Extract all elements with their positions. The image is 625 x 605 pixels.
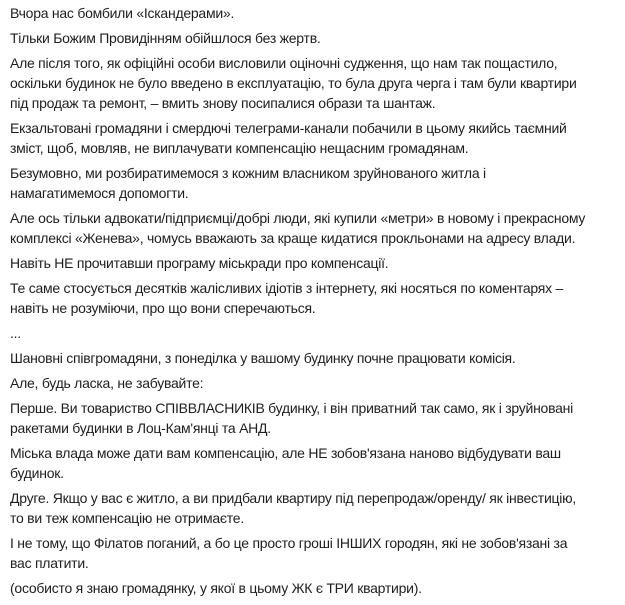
post-paragraph <box>10 278 617 318</box>
post-text-line: вас платити. <box>10 555 89 571</box>
post-text-line: комплексі «Женева», чомусь вважають за краще кидатися прокльонами на адресу влади. <box>10 230 576 246</box>
post-text-line: навіть не розуміючи, про що вони сперечаються. <box>10 300 316 316</box>
post-text-line: ... <box>10 325 21 341</box>
post-paragraph <box>10 118 617 158</box>
post-text-line: Але після того, як офіційні особи висловили оціночні судження, що нам так пощастило, <box>10 55 558 71</box>
post-text-line: Але ось тільки адвокати/підприємці/добрі люди, які купили «метри» в новому і прекрасному <box>10 210 586 226</box>
post-paragraph <box>10 488 617 528</box>
post-paragraph <box>10 578 617 598</box>
post-paragraph <box>10 3 617 23</box>
post-text-line: то ви теж компенсацію не отримаєте. <box>10 510 244 526</box>
post-paragraph <box>10 398 617 438</box>
post-text-line: намагатимемося допомогти. <box>10 185 189 201</box>
post-text-line: під продаж та ремонт, – вмить знову посипалися образи та шантаж. <box>10 95 436 111</box>
post-paragraph <box>10 28 617 48</box>
post-text-line: Вчора нас бомбили «Іскандерами». <box>10 5 235 21</box>
post-text-line: Навіть НЕ прочитавши програму міськради про компенсації. <box>10 255 389 271</box>
post-text-line: Перше. Ви товариство СПІВВЛАСНИКІВ будинку, і він приватний так само, як і зруйновані <box>10 400 574 416</box>
post-paragraph <box>10 163 617 203</box>
post-paragraph <box>10 53 617 113</box>
post-paragraph <box>10 533 617 573</box>
post-paragraph <box>10 208 617 248</box>
post-text-line: Безумовно, ми розбиратимемося з кожним власником зруйнованого житла і <box>10 165 486 181</box>
post-text-line: оскільки будинок не було введено в експлуатацію, то була друга черга і там були квартири <box>10 75 577 91</box>
post-text-line: Екзальтовані громадяни і смердючі телеграми-канали побачили в цьому якийсь таємний <box>10 120 567 136</box>
post-text-line: Те саме стосується десятків жалісливих ідіотів з інтернету, які носяться по коментарях – <box>10 280 564 296</box>
post-text-line: Але, будь ласка, не забувайте: <box>10 375 204 391</box>
post-text-line: Шановні співгромадяни, з понеділка у вашому будинку почне працювати комісія. <box>10 350 516 366</box>
post-text-line: ракетами будинки в Лоц-Кам'янці та АНД. <box>10 420 271 436</box>
post-text-line: Друге. Якщо у вас є житло, а ви придбали квартиру під перепродаж/оренду/ як інвестицію, <box>10 490 577 506</box>
post-paragraph <box>10 253 617 273</box>
post-text-line: будинок. <box>10 465 64 481</box>
post-text-line: зміст, щоб, мовляв, не виплачувати компенсацію нещасним громадянам. <box>10 140 469 156</box>
post-paragraph <box>10 348 617 368</box>
post-text-line: Тільки Божим Провидінням обійшлося без жертв. <box>10 30 321 46</box>
post-text-line: Міська влада може дати вам компенсацію, але НЕ зобов'язана наново відбудувати ваш <box>10 445 561 461</box>
post-paragraph <box>10 373 617 393</box>
post-paragraph <box>10 443 617 483</box>
post-paragraph-ellipsis <box>10 323 617 343</box>
post-text-line: І не тому, що Філатов поганий, а бо це просто гроші ІНШИХ городян, які не зобов'язані за <box>10 535 568 551</box>
post-text-line: (особисто я знаю громадянку, у якої в цьому ЖК є ТРИ квартири). <box>10 580 422 596</box>
